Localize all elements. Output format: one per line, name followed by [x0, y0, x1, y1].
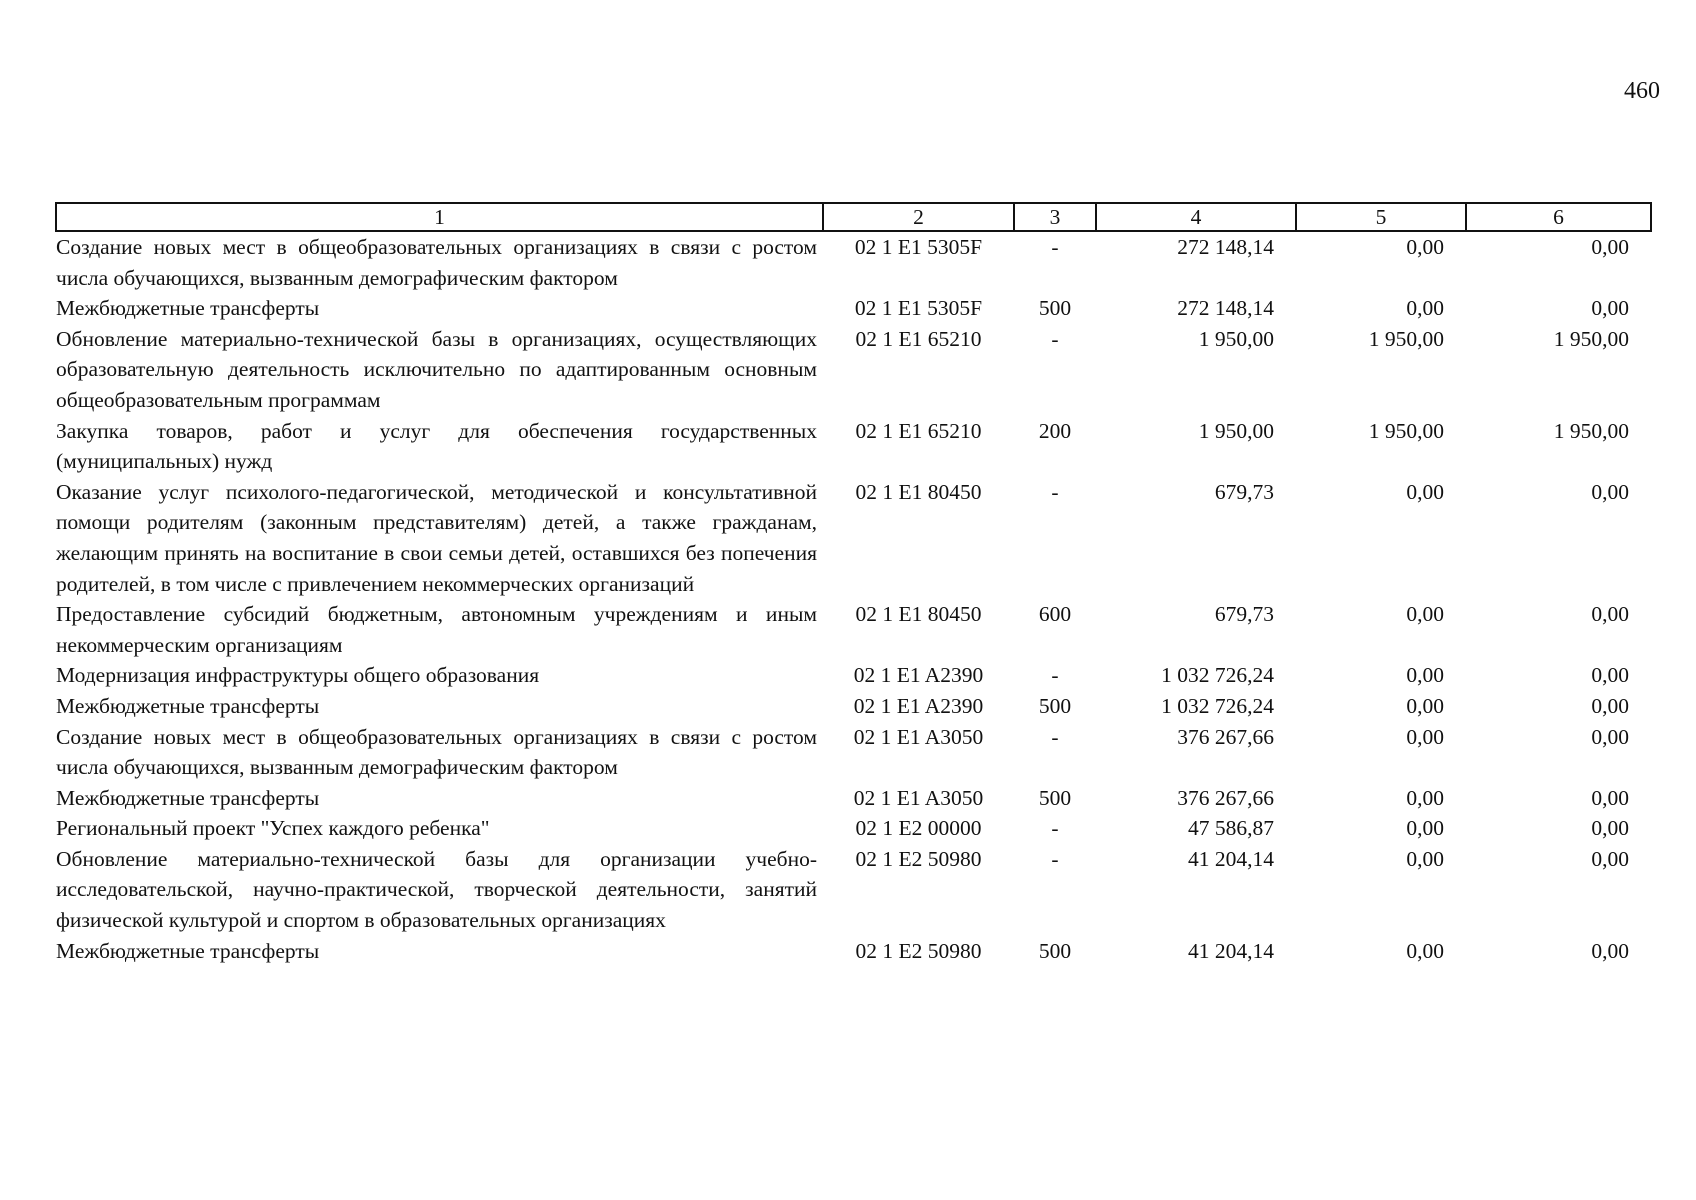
row-value-col4-cell: 679,73 [1214, 602, 1274, 627]
row-value-col5-cell: 0,00 [1406, 816, 1444, 841]
row-name-cell: Обновление материально-технической базы в организациях, осуществляющих образовательную деятельность исключительно по адаптированным основным общеобразовательным программам [56, 326, 817, 412]
row-value-col6-cell: 0,00 [1591, 846, 1629, 871]
row-code-cell: 02 1 E2 50980 [855, 938, 982, 963]
row-kvr-cell: 600 [1038, 602, 1072, 627]
row-value-col6-cell: 0,00 [1591, 816, 1629, 841]
header-col-2: 2 [823, 203, 1014, 231]
row-name-cell: Предоставление субсидий бюджетным, автономным учреждениям и иным некоммерческим организациям [56, 602, 817, 657]
row-name-cell: Закупка товаров, работ и услуг для обеспечения государственных (муниципальных) нужд [56, 418, 817, 474]
table-header [56, 203, 1651, 231]
row-value-col5-cell: 1 950,00 [1368, 418, 1444, 443]
row-value-col5-cell: 0,00 [1406, 296, 1444, 321]
table-row [56, 477, 1651, 599]
row-code-cell: 02 1 E1 5305F [854, 296, 983, 321]
row-code-cell: 02 1 E2 50980 [855, 846, 982, 871]
row-value-col6-cell: 0,00 [1591, 724, 1629, 749]
row-code-cell: 02 1 E1 65210 [855, 418, 982, 443]
table-body [56, 231, 1651, 966]
header-row [56, 203, 1651, 231]
row-value-col6-cell: 1 950,00 [1553, 418, 1629, 443]
row-value-col6-cell: 0,00 [1591, 693, 1629, 718]
table-row [56, 936, 1651, 967]
row-code-cell: 02 1 E1 80450 [855, 479, 982, 504]
row-value-col4-cell: 272 148,14 [1177, 235, 1274, 259]
row-code-cell: 02 1 E1 65210 [855, 326, 982, 351]
header-col-3: 3 [1014, 203, 1096, 231]
header-col-4: 4 [1096, 203, 1296, 231]
table-row [56, 844, 1651, 936]
table-row [56, 722, 1651, 783]
row-value-col6-cell: 0,00 [1591, 602, 1629, 627]
row-value-col6-cell: 0,00 [1591, 296, 1629, 321]
row-value-col6-cell: 0,00 [1591, 938, 1629, 963]
row-code-cell: 02 1 E1 A2390 [853, 663, 984, 688]
budget-table [55, 202, 1652, 966]
table-row [56, 813, 1651, 844]
row-value-col5-cell: 0,00 [1406, 724, 1444, 749]
row-kvr-cell: 500 [1038, 693, 1072, 718]
page-number: 460 [1624, 78, 1660, 104]
row-name-cell: Межбюджетные трансферты [56, 938, 320, 963]
row-name-cell: Создание новых мест в общеобразовательных организациях в связи с ростом числа обучающихся, вызванным демографическим фактором [56, 724, 817, 780]
row-value-col4-cell: 1 950,00 [1198, 326, 1274, 351]
row-name-cell: Создание новых мест в общеобразовательных организациях в связи с ростом числа обучающихся, вызванным демографическим фактором [56, 235, 817, 290]
table-row [56, 416, 1651, 477]
row-code-cell: 02 1 E1 80450 [855, 602, 982, 627]
row-value-col5-cell: 0,00 [1406, 663, 1444, 688]
row-value-col5-cell: 0,00 [1406, 479, 1444, 504]
table-row [56, 231, 1651, 293]
row-kvr-cell: - [1051, 816, 1059, 841]
row-name-cell: Региональный проект "Успех каждого ребенка" [56, 816, 490, 841]
row-kvr-cell: - [1051, 235, 1059, 259]
table-row [56, 324, 1651, 416]
row-value-col4-cell: 1 950,00 [1198, 418, 1274, 443]
row-name-cell: Межбюджетные трансферты [56, 785, 320, 810]
row-name-cell: Модернизация инфраструктуры общего образования [56, 663, 540, 688]
row-kvr-cell: 500 [1038, 785, 1072, 810]
row-value-col4-cell: 679,73 [1214, 479, 1274, 504]
row-code-cell: 02 1 E1 A2390 [853, 693, 984, 718]
row-value-col4-cell: 1 032 726,24 [1161, 693, 1274, 718]
row-value-col4-cell: 1 032 726,24 [1161, 663, 1274, 688]
row-kvr-cell: - [1051, 846, 1059, 871]
row-value-col6-cell: 1 950,00 [1553, 326, 1629, 351]
row-code-cell: 02 1 E1 5305F [854, 235, 983, 259]
table-row [56, 599, 1651, 660]
row-kvr-cell: 500 [1038, 296, 1072, 321]
row-value-col6-cell: 0,00 [1591, 235, 1629, 259]
row-value-col5-cell: 0,00 [1406, 602, 1444, 627]
header-col-5: 5 [1296, 203, 1466, 231]
row-code-cell: 02 1 E1 A3050 [853, 785, 984, 810]
row-value-col5-cell: 0,00 [1406, 235, 1444, 259]
row-value-col4-cell: 376 267,66 [1177, 785, 1274, 810]
row-value-col5-cell: 0,00 [1406, 693, 1444, 718]
row-value-col6-cell: 0,00 [1591, 479, 1629, 504]
row-value-col4-cell: 41 204,14 [1188, 938, 1274, 963]
row-value-col5-cell: 1 950,00 [1368, 326, 1444, 351]
row-name-cell: Оказание услуг психолого-педагогической, методической и консультативной помощи родителям (законным представителям) детей, а также гражданам, желающим принять на воспитание в свои семьи детей, оставшихся без попечения родителей, в том числе с привлечением некоммерческих организаций [56, 479, 817, 596]
row-name-cell: Межбюджетные трансферты [56, 693, 320, 718]
row-code-cell: 02 1 E2 00000 [855, 816, 982, 841]
table-row [56, 691, 1651, 722]
row-value-col4-cell: 47 586,87 [1188, 816, 1274, 841]
row-kvr-cell: 200 [1038, 418, 1072, 443]
row-value-col4-cell: 376 267,66 [1177, 724, 1274, 749]
row-kvr-cell: - [1051, 724, 1059, 749]
row-value-col5-cell: 0,00 [1406, 938, 1444, 963]
row-value-col4-cell: 41 204,14 [1188, 846, 1274, 871]
table-row [56, 293, 1651, 324]
table-row [56, 783, 1651, 814]
row-kvr-cell: - [1051, 479, 1059, 504]
row-code-cell: 02 1 E1 A3050 [853, 724, 984, 749]
row-value-col4-cell: 272 148,14 [1177, 296, 1274, 321]
header-col-6: 6 [1466, 203, 1651, 231]
row-kvr-cell: - [1051, 326, 1059, 351]
table-row [56, 660, 1651, 691]
row-name-cell: Обновление материально-технической базы для организации учебно-исследовательской, научно-практической, творческой деятельности, занятий физической культурой и спортом в образовательных организациях [56, 846, 817, 933]
row-value-col6-cell: 0,00 [1591, 785, 1629, 810]
row-value-col6-cell: 0,00 [1591, 663, 1629, 688]
header-col-1: 1 [56, 203, 823, 231]
row-kvr-cell: 500 [1038, 938, 1072, 963]
row-kvr-cell: - [1051, 663, 1059, 688]
row-value-col5-cell: 0,00 [1406, 785, 1444, 810]
row-name-cell: Межбюджетные трансферты [56, 296, 320, 321]
row-value-col5-cell: 0,00 [1406, 846, 1444, 871]
